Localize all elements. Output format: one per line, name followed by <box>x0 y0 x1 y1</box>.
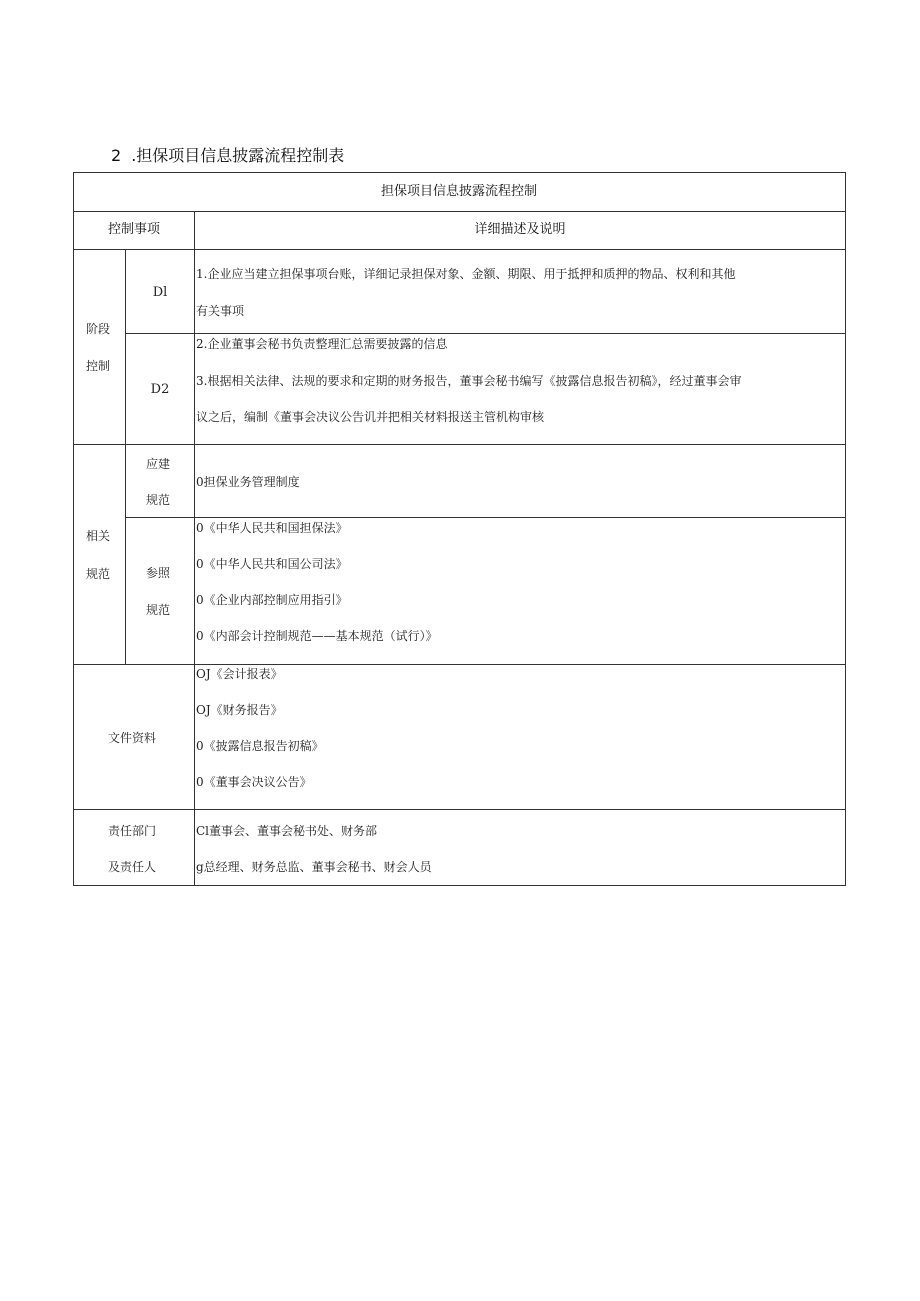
responsibility-label-line1: 责任部门 <box>107 824 157 838</box>
reference-label-line2: 规范 <box>145 603 171 617</box>
reference-item-4: 0《内部会计控制规范——基本规范（试行）》 <box>196 629 438 643</box>
rule-title <box>74 211 845 212</box>
rule-reg-sub <box>125 444 126 664</box>
document-item-3: 0《披露信息报告初稿》 <box>196 739 324 753</box>
documents-label: 文件资料 <box>107 731 157 745</box>
regulations-label-line1: 相关 <box>85 529 111 543</box>
responsibility-item-2: g总经理、财务总监、董事会秘书、财会人员 <box>196 860 432 874</box>
d1-code: Dl <box>152 285 168 300</box>
should-build-label-line2: 规范 <box>145 493 171 507</box>
rule-main-column <box>194 211 195 885</box>
section-title: .担保项目信息披露流程控制表 <box>131 146 345 165</box>
rule-header <box>74 249 845 250</box>
section-number: 2 <box>111 146 122 165</box>
rule-documents <box>74 809 845 810</box>
header-description: 详细描述及说明 <box>474 222 566 237</box>
d2-line-1: 2.企业董事会秘书负责整理汇总需要披露的信息 <box>196 337 448 351</box>
stage-label-line2: 控制 <box>85 359 111 373</box>
rule-d1-d2 <box>125 333 845 334</box>
should-build-label-line1: 应建 <box>145 457 171 471</box>
document-item-4: 0《董事会决议公告》 <box>196 775 312 789</box>
d1-line-2: 有关事项 <box>196 304 245 318</box>
rule-stage-sub <box>125 249 126 444</box>
responsibility-item-1: Cl董事会、董事会秘书处、财务部 <box>196 824 378 838</box>
d2-code: D2 <box>150 382 170 397</box>
d2-line-2: 3.根据相关法律、法规的要求和定期的财务报告，董事会秘书编写《披露信息报告初稿》，经过董事会审 <box>196 374 742 388</box>
should-build-item-1: 0担保业务管理制度 <box>196 475 300 489</box>
reference-item-2: 0《中华人民共和国公司法》 <box>196 557 348 571</box>
header-control-item: 控制事项 <box>107 222 161 237</box>
document-item-2: OJ《财务报告》 <box>196 703 283 717</box>
table-title: 担保项目信息披露流程控制 <box>380 184 538 199</box>
d2-line-3: 议之后，编制《董事会决议公告讥并把相关材料报送主管机构审核 <box>196 410 545 424</box>
reference-item-1: 0《中华人民共和国担保法》 <box>196 521 348 535</box>
control-table <box>73 172 846 886</box>
reference-item-3: 0《企业内部控制应用指引》 <box>196 593 348 607</box>
responsibility-label-line2: 及责任人 <box>107 860 157 874</box>
section-heading <box>111 143 344 166</box>
document-item-1: OJ《会计报表》 <box>196 667 283 681</box>
d1-line-1: 1.企业应当建立担保事项台账，详细记录担保对象、金额、期限、用于抵押和质押的物品、权利和其他 <box>196 267 736 281</box>
rule-should-ref <box>125 517 845 518</box>
rule-stage <box>74 444 845 445</box>
regulations-label-line2: 规范 <box>85 567 111 581</box>
rule-regulations <box>74 664 845 665</box>
reference-label-line1: 参照 <box>145 566 171 580</box>
stage-label-line1: 阶段 <box>85 322 111 336</box>
